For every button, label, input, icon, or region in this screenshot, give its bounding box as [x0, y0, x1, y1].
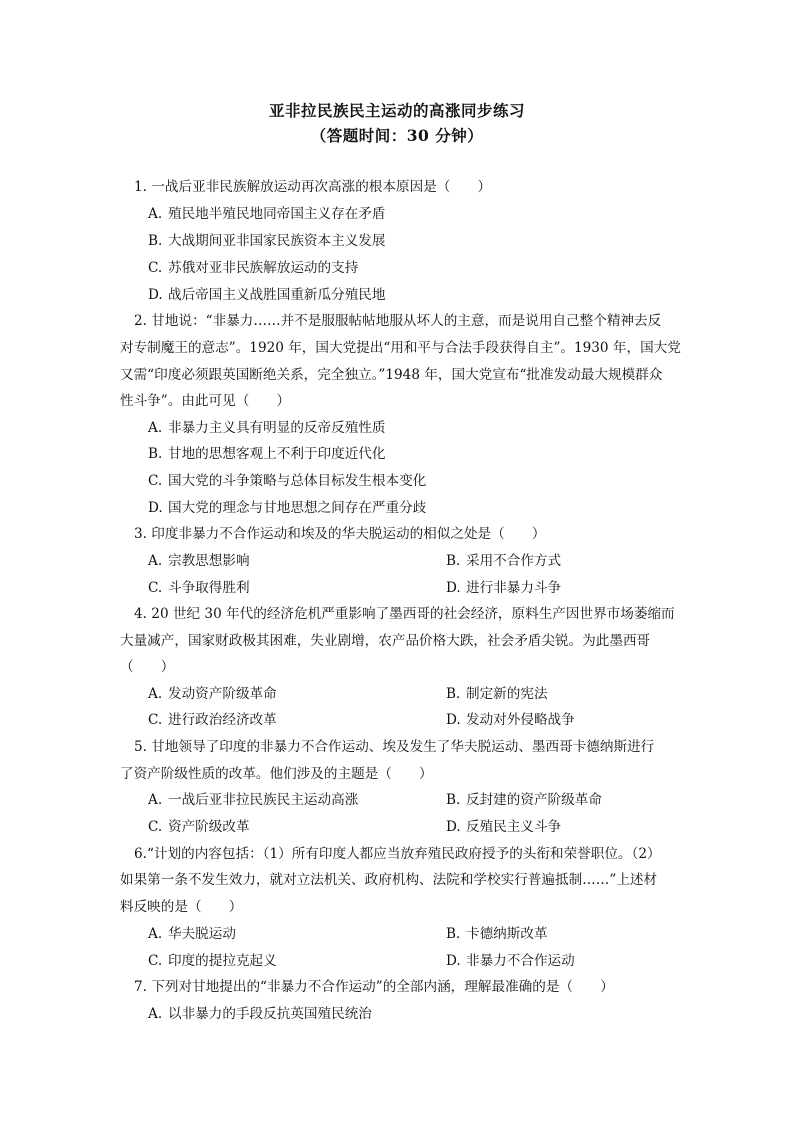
option-b: B. 大战期间亚非国家民族资本主义发展	[148, 233, 386, 249]
page-title: 亚非拉民族民主运动的高涨同步练习	[268, 101, 525, 120]
question-stem-line: 对专制魔王的意志”。1920 年，国大党提出“用和平与合法手段获得自主”。1930 年，国大党	[120, 340, 681, 356]
question-stem-line: 6.“计划的内容包括：（1）所有印度人都应当放弃殖民政府授予的头衔和荣誉职位。（2）	[134, 846, 661, 862]
question-stem-line: 料反映的是（ ）	[120, 899, 243, 915]
option-c: C. 国大党的斗争策略与总体目标发生根本变化	[148, 473, 427, 489]
option-b: B. 卡德纳斯改革	[446, 926, 548, 942]
option-d: D. 非暴力不合作运动	[446, 953, 575, 969]
question-stem-line: 性斗争”。由此可见（ ）	[120, 393, 291, 409]
option-b: B. 甘地的思想客观上不利于印度近代化	[148, 446, 386, 462]
option-a: A. 发动资产阶级革命	[148, 686, 277, 702]
question-stem-line: 2. 甘地说：“非暴力……并不是服服帖帖地服从坏人的主意，而是说用自己整个精神去反	[134, 313, 662, 329]
option-d: D. 反殖民主义斗争	[446, 819, 562, 835]
option-d: D. 进行非暴力斗争	[446, 580, 562, 596]
option-d: D. 战后帝国主义战胜国重新瓜分殖民地	[148, 287, 386, 303]
option-a: A. 殖民地半殖民地同帝国主义存在矛盾	[148, 206, 386, 222]
question-stem-line: （ ）	[120, 659, 175, 675]
option-c: C. 印度的提拉克起义	[148, 953, 277, 969]
question-stem-line: 4. 20 世纪 30 年代的经济危机严重影响了墨西哥的社会经济，原料生产因世界市场萎缩而	[134, 606, 675, 622]
option-b: B. 反封建的资产阶级革命	[446, 792, 602, 808]
option-a: A. 一战后亚非拉民族民主运动高涨	[148, 792, 359, 808]
question-stem-line: 大量减产，国家财政极其困难，失业剧增，农产品价格大跌，社会矛盾尖锐。为此墨西哥	[120, 633, 651, 649]
option-a: A. 非暴力主义具有明显的反帝反殖性质	[148, 420, 386, 436]
option-d: D. 国大党的理念与甘地思想之间存在严重分歧	[148, 500, 427, 516]
option-c: C. 资产阶级改革	[148, 819, 250, 835]
question-stem: 3. 印度非暴力不合作运动和埃及的华夫脱运动的相似之处是（ ）	[134, 526, 546, 542]
option-b: B. 制定新的宪法	[446, 686, 548, 702]
page-subtitle: （答题时间：30 分钟）	[310, 126, 484, 145]
question-stem: 1. 一战后亚非民族解放运动再次高涨的根本原因是（ ）	[134, 179, 492, 195]
option-b: B. 采用不合作方式	[446, 553, 562, 569]
question-stem-line: 又需“印度必须跟英国断绝关系，完全独立。”1948 年，国大党宣布“批准发动最大规模群众	[120, 367, 663, 383]
option-a: A. 宗教思想影响	[148, 553, 250, 569]
question-stem: 7. 下列对甘地提出的“非暴力不合作运动”的全部内涵，理解最准确的是（ ）	[134, 979, 614, 995]
option-c: C. 进行政治经济改革	[148, 712, 277, 728]
option-a: A. 以非暴力的手段反抗英国殖民统治	[148, 1006, 372, 1022]
question-stem-line: 5. 甘地领导了印度的非暴力不合作运动、埃及发生了华夫脱运动、墨西哥卡德纳斯进行	[134, 739, 655, 755]
option-d: D. 发动对外侵略战争	[446, 712, 575, 728]
question-stem-line: 了资产阶级性质的改革。他们涉及的主题是（ ）	[120, 766, 433, 782]
option-a: A. 华夫脱运动	[148, 926, 236, 942]
question-stem-line: 如果第一条不发生效力，就对立法机关、政府机构、法院和学校实行普遍抵制……”上述材	[120, 872, 658, 888]
option-c: C. 斗争取得胜利	[148, 580, 250, 596]
option-c: C. 苏俄对亚非民族解放运动的支持	[148, 260, 359, 276]
